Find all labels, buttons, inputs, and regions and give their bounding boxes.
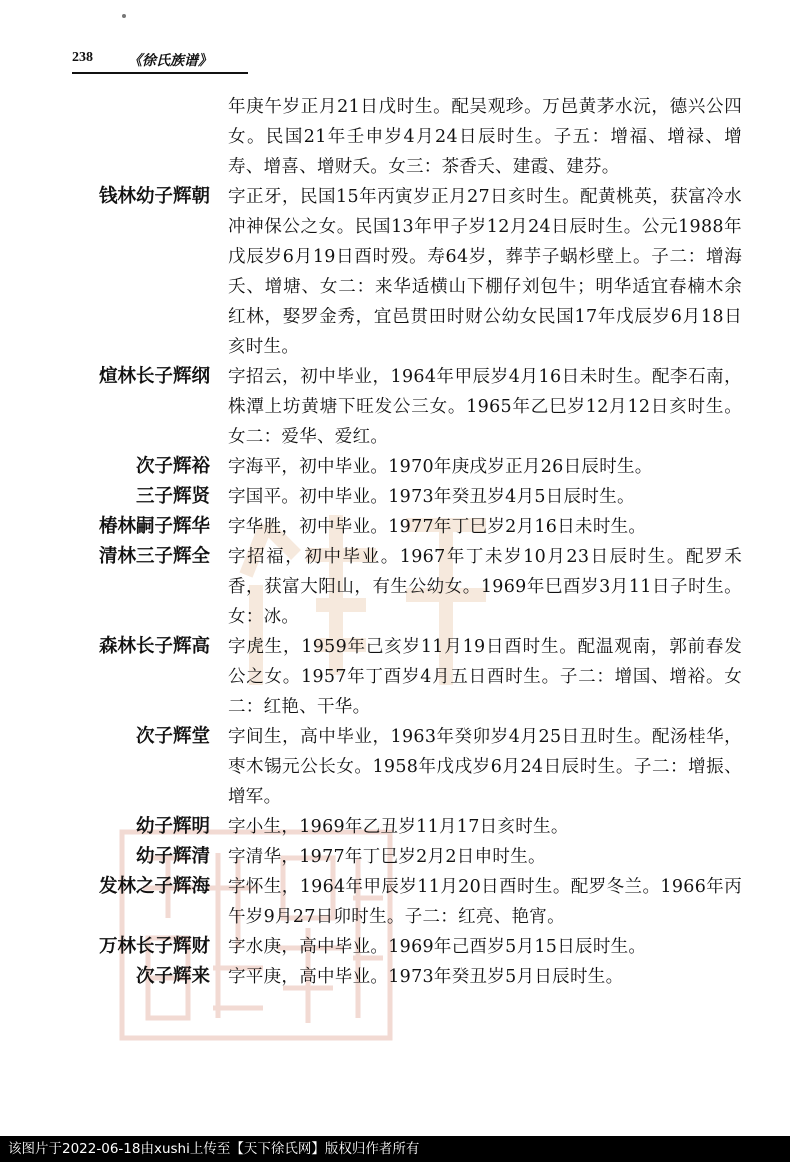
entry-label: 幼子辉明 bbox=[135, 816, 210, 837]
entry-text: 字国平。初中毕业。1973年癸丑岁4月5日辰时生。 bbox=[228, 487, 635, 507]
entry-text: 字华胜，初中毕业。1977年丁巳岁2月16日未时生。 bbox=[228, 517, 647, 537]
upload-footer: 该图片于2022-06-18由xushi上传至【天下徐氏网】版权归作者所有 bbox=[0, 1136, 790, 1162]
entry-label: 发林之子辉海 bbox=[98, 876, 210, 897]
entry-hui-quan bbox=[0, 542, 790, 632]
genealogy-entries bbox=[0, 92, 790, 992]
entry-text: 字招福，初中毕业。1967年丁未岁10月23日辰时生。配罗禾香，获富大阳山，有生公幼女。1969年巳酉岁3月11日子时生。女：冰。 bbox=[228, 547, 742, 627]
entry-label: 幼子辉清 bbox=[135, 846, 210, 867]
entry-label: 清林三子辉全 bbox=[98, 546, 210, 567]
entry-hui-cai bbox=[0, 932, 790, 962]
entry-text: 字间生，高中毕业，1963年癸卯岁4月25日丑时生。配汤桂华，枣木锡元公长女。1958年戊戌岁6月24日辰时生。子二：增振、增军。 bbox=[228, 727, 742, 807]
page-header bbox=[72, 50, 248, 74]
entry-label: 次子辉来 bbox=[135, 966, 210, 987]
entry-continuation bbox=[0, 92, 790, 182]
entry-hui-hai bbox=[0, 872, 790, 932]
entry-hui-ming bbox=[0, 812, 790, 842]
entry-text: 字虎生，1959年己亥岁11月19日酉时生。配温观南，郭前春发公之女。1957年丁酉岁4月五日酉时生。子二：增国、增裕。女二：红艳、干华。 bbox=[228, 637, 742, 717]
entry-label: 煊林长子辉纲 bbox=[98, 366, 210, 387]
entry-hui-chao bbox=[0, 182, 790, 362]
book-title: 《徐氏族谱》 bbox=[128, 53, 212, 69]
entry-label: 森林长子辉高 bbox=[98, 636, 210, 657]
entry-text: 字正牙，民国15年丙寅岁正月27日亥时生。配黄桃英，获富冷水冲神保公之女。民国13年甲子岁12月24日辰时生。公元1988年戊辰岁6月19日酉时殁。寿64岁，葬芋子蜗杉壁上。子二：增海夭、增塘、女二：来华适横山下棚仔刘包牛；明华适宜春楠木余红林，娶罗金秀，宜邑贯田时财公幼女民国17年戊辰岁6月18日亥时生。 bbox=[228, 187, 742, 357]
entry-hui-qing bbox=[0, 842, 790, 872]
entry-hui-yu bbox=[0, 452, 790, 482]
entry-label: 钱林幼子辉朝 bbox=[98, 186, 210, 207]
entry-hui-gang bbox=[0, 362, 790, 452]
entry-hui-xian bbox=[0, 482, 790, 512]
entry-text: 字平庚，高中毕业。1973年癸丑岁5月日辰时生。 bbox=[228, 967, 624, 987]
entry-text: 字招云，初中毕业，1964年甲辰岁4月16日未时生。配李石南，株潭上坊黄塘下旺发公三女。1965年乙巳岁12月12日亥时生。女二：爱华、爱红。 bbox=[228, 367, 742, 447]
entry-text: 字海平，初中毕业。1970年庚戌岁正月26日辰时生。 bbox=[228, 457, 653, 477]
entry-text: 字小生，1969年乙丑岁11月17日亥时生。 bbox=[228, 817, 569, 837]
entry-text: 字清华，1977年丁巳岁2月2日申时生。 bbox=[228, 847, 546, 867]
page-number: 238 bbox=[72, 50, 93, 65]
entry-label: 三子辉贤 bbox=[135, 486, 210, 507]
entry-label: 椿林嗣子辉华 bbox=[98, 516, 210, 537]
entry-hui-hua bbox=[0, 512, 790, 542]
entry-text: 字怀生，1964年甲辰岁11月20日酉时生。配罗冬兰。1966年丙午岁9月27日卯时生。子二：红亮、艳宵。 bbox=[228, 877, 742, 927]
entry-hui-lai bbox=[0, 962, 790, 992]
entry-label: 万林长子辉财 bbox=[98, 936, 210, 957]
entry-hui-gao bbox=[0, 632, 790, 722]
scan-speck bbox=[122, 14, 126, 18]
entry-text: 字水庚，高中毕业。1969年己酉岁5月15日辰时生。 bbox=[228, 937, 647, 957]
entry-text: 年庚午岁正月21日戊时生。配吴观珍。万邑黄茅水沅，德兴公四女。民国21年壬申岁4月24日辰时生。子五：增福、增禄、增寿、增喜、增财夭。女三：茶香夭、建霞、建芬。 bbox=[228, 97, 742, 177]
entry-label: 次子辉裕 bbox=[135, 456, 210, 477]
entry-label: 次子辉堂 bbox=[135, 726, 210, 747]
entry-hui-tang bbox=[0, 722, 790, 812]
